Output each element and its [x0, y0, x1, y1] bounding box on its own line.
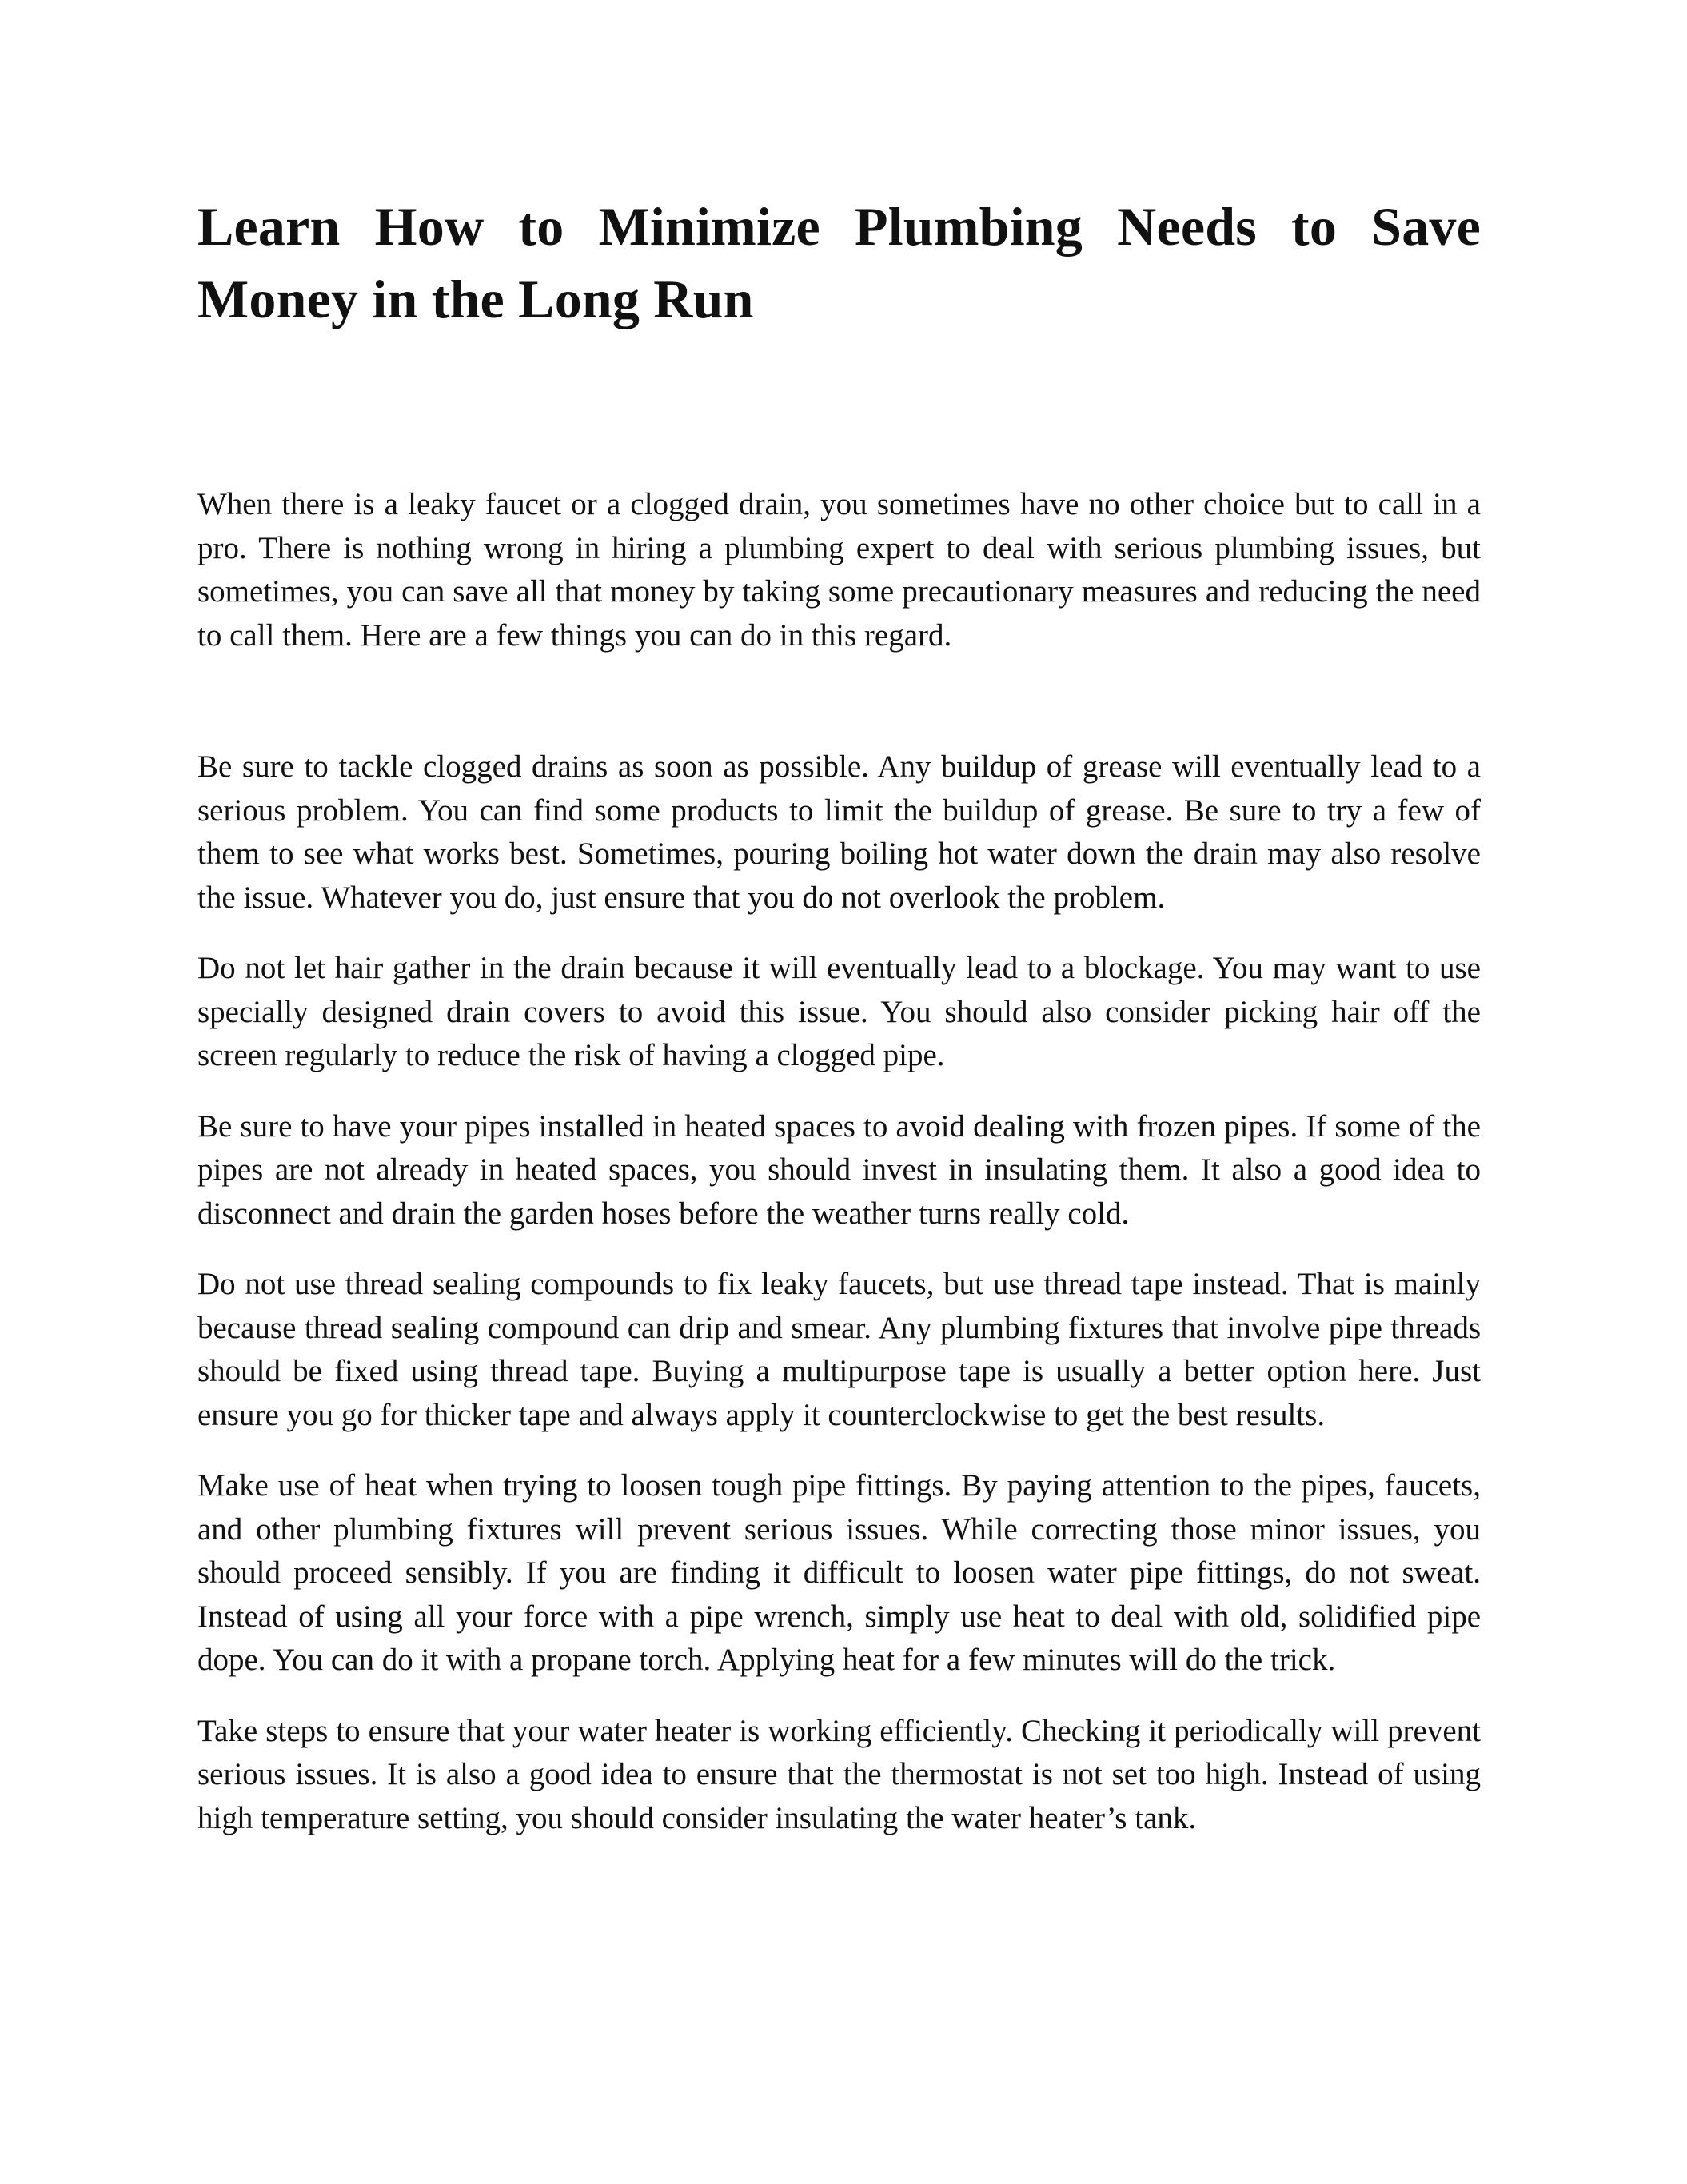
- document-content: [197, 190, 1481, 1840]
- paragraph-clogged-drains: Be sure to tackle clogged drains as soon as possible. Any buildup of grease will eventually lead to a serious problem. You can find some products to limit the buildup of grease. Be sure to try a few of them to see what works best. Sometimes, pouring boiling hot water down the drain may also resolve the issue. Whatever you do, just ensure that you do not overlook the problem.: [197, 749, 1481, 915]
- document-title: Learn How to Minimize Plumbing Needs to Save Money in the Long Run: [197, 196, 1481, 329]
- document-body: [197, 483, 1481, 1840]
- paragraph-heat-fittings: Make use of heat when trying to loosen tough pipe fittings. By paying attention to the pipes, faucets, and other plumbing fixtures will prevent serious issues. While correcting those minor issues, you should proceed sensibly. If you are finding it difficult to loosen water pipe fittings, do not sweat. Instead of using all your force with a pipe wrench, simply use heat to deal with old, solidified pipe dope. You can do it with a propane torch. Applying heat for a few minutes will do the trick.: [197, 1468, 1481, 1677]
- paragraph-water-heater: Take steps to ensure that your water heater is working efficiently. Checking it periodically will prevent serious issues. It is also a good idea to ensure that the thermostat is not set too high. Instead of using high temperature setting, you should consider insulating the water heater’s tank.: [197, 1713, 1481, 1835]
- paragraph-hair-in-drain: Do not let hair gather in the drain because it will eventually lead to a blockage. You may want to use specially designed drain covers to avoid this issue. You should also consider picking hair off the screen regularly to reduce the risk of having a clogged pipe.: [197, 951, 1481, 1072]
- paragraph-frozen-pipes: Be sure to have your pipes installed in heated spaces to avoid dealing with frozen pipes. If some of the pipes are not already in heated spaces, you should invest in insulating them. It also a good idea to disconnect and drain the garden hoses before the weather turns really cold.: [197, 1108, 1481, 1231]
- intro-paragraph: When there is a leaky faucet or a clogged drain, you sometimes have no other choice but to call in a pro. There is nothing wrong in hiring a plumbing expert to deal with serious plumbing issues, but sometimes, you can save all that money by taking some precautionary measures and reducing the need to call them. Here are a few things you can do in this regard.: [197, 487, 1481, 653]
- paragraph-thread-tape: Do not use thread sealing compounds to fix leaky faucets, but use thread tape instead. That is mainly because thread sealing compound can drip and smear. Any plumbing fixtures that involve pipe threads should be fixed using thread tape. Buying a multipurpose tape is usually a better option here. Just ensure you go for thicker tape and always apply it counterclockwise to get the best results.: [197, 1267, 1481, 1432]
